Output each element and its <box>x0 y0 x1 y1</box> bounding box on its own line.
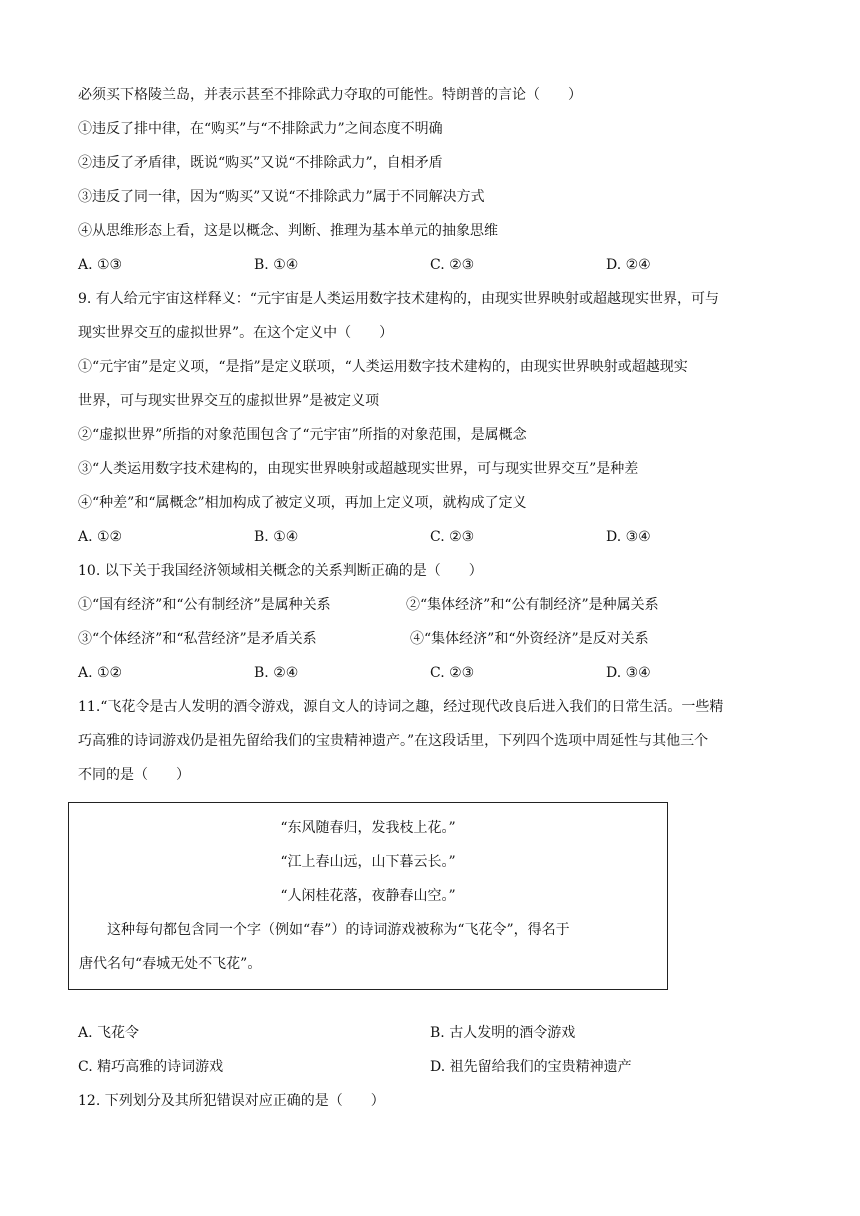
q9-item-2: ②“虚拟世界”所指的对象范围包含了“元宇宙”所指的对象范围，是属概念 <box>78 427 527 443</box>
q8-option-b[interactable]: B. ①④ <box>254 257 299 273</box>
q8-item-2: ②违反了矛盾律，既说“购买”又说“不排除武力”，自相矛盾 <box>78 155 443 171</box>
q10-item-3: ③“个体经济”和“私营经济”是矛盾关系 <box>78 631 317 647</box>
q10-options <box>78 656 788 690</box>
q8-option-a[interactable]: A. ①③ <box>78 257 123 273</box>
document-page <box>78 78 788 1118</box>
q11-option-d[interactable]: D. 祖先留给我们的宝贵精神遗产 <box>430 1059 632 1075</box>
q9-option-b[interactable]: B. ①④ <box>254 529 299 545</box>
q8-option-d[interactable]: D. ②④ <box>606 257 651 273</box>
q9-options <box>78 520 788 554</box>
q10-item-4: ④“集体经济”和“外资经济”是反对关系 <box>410 631 649 647</box>
q11-material-box <box>68 802 668 990</box>
q12-stem: 12. 下列划分及其所犯错误对应正确的是（ ） <box>78 1093 385 1109</box>
question-12 <box>78 1084 788 1118</box>
q8-option-c[interactable]: C. ②③ <box>430 257 475 273</box>
question-8 <box>78 78 788 282</box>
question-10 <box>78 554 788 690</box>
question-11 <box>78 690 788 1084</box>
q9-item-1: ①“元宇宙”是定义项，“是指”是定义联项，“人类运用数字技术建构的，由现实世界映射或超越现实 <box>78 359 688 375</box>
q10-option-d[interactable]: D. ③④ <box>606 665 651 681</box>
q9-item-4: ④“种差”和“属概念”相加构成了被定义项，再加上定义项，就构成了定义 <box>78 495 527 511</box>
q9-item-1-cont: 世界，可与现实世界交互的虚拟世界”是被定义项 <box>78 393 380 409</box>
q10-item-1: ①“国有经济”和“公有制经济”是属种关系 <box>78 597 331 613</box>
q11-poem-1: “东风随春归，发我枝上花。” <box>280 820 456 836</box>
q9-item-3: ③“人类运用数字技术建构的，由现实世界映射或超越现实世界，可与现实世界交互”是种差 <box>78 461 639 477</box>
q11-stem-line-2: 巧高雅的诗词游戏仍是祖先留给我们的宝贵精神遗产。”在这段话里，下列四个选项中周延性与其他三个 <box>78 733 709 749</box>
q8-item-3: ③违反了同一律，因为“购买”又说“不排除武力”属于不同解决方式 <box>78 189 485 205</box>
q11-option-b[interactable]: B. 古人发明的酒令游戏 <box>430 1025 576 1041</box>
q10-items-row-1 <box>78 588 788 622</box>
q11-poem-3: “人闲桂花落，夜静春山空。” <box>280 888 456 904</box>
q10-option-a[interactable]: A. ①② <box>78 665 123 681</box>
q9-stem-line-1: 9. 有人给元宇宙这样释义：“元宇宙是人类运用数字技术建构的，由现实世界映射或超越现实世界，可与 <box>78 291 719 307</box>
q9-option-d[interactable]: D. ③④ <box>606 529 651 545</box>
q11-poem-2: “江上春山远，山下暮云长。” <box>280 854 456 870</box>
q8-item-4: ④从思维形态上看，这是以概念、判断、推理为基本单元的抽象思维 <box>78 223 498 239</box>
q9-option-c[interactable]: C. ②③ <box>430 529 475 545</box>
q9-stem-line-2: 现实世界交互的虚拟世界”。在这个定义中（ ） <box>78 325 394 341</box>
q10-stem: 10. 以下关于我国经济领域相关概念的关系判断正确的是（ ） <box>78 563 483 579</box>
q8-item-1: ①违反了排中律，在“购买”与“不排除武力”之间态度不明确 <box>78 121 443 137</box>
q8-options <box>78 248 788 282</box>
q8-stem: 必须买下格陵兰岛，并表示甚至不排除武力夺取的可能性。特朗普的言论（ ） <box>78 87 582 103</box>
q11-note-line-1: 这种每句都包含同一个字（例如“春”）的诗词游戏被称为“飞花令”，得名于 <box>79 922 570 938</box>
q11-options-row-2 <box>78 1050 788 1084</box>
q10-option-b[interactable]: B. ②④ <box>254 665 299 681</box>
q10-items-row-2 <box>78 622 788 656</box>
q9-option-a[interactable]: A. ①② <box>78 529 123 545</box>
q11-stem-line-1: 11.“飞花令是古人发明的酒令游戏，源自文人的诗词之趣，经过现代改良后进入我们的日常生活。一些精 <box>78 699 724 715</box>
q10-item-2: ②“集体经济”和“公有制经济”是种属关系 <box>406 597 659 613</box>
q10-option-c[interactable]: C. ②③ <box>430 665 475 681</box>
q11-note-line-2: 唐代名句“春城无处不飞花”。 <box>79 956 262 972</box>
q11-option-a[interactable]: A. 飞花令 <box>78 1025 140 1041</box>
q11-stem-line-3: 不同的是（ ） <box>78 767 190 783</box>
q11-options-row-1 <box>78 1016 788 1050</box>
q11-option-c[interactable]: C. 精巧高雅的诗词游戏 <box>78 1059 224 1075</box>
question-9 <box>78 282 788 554</box>
